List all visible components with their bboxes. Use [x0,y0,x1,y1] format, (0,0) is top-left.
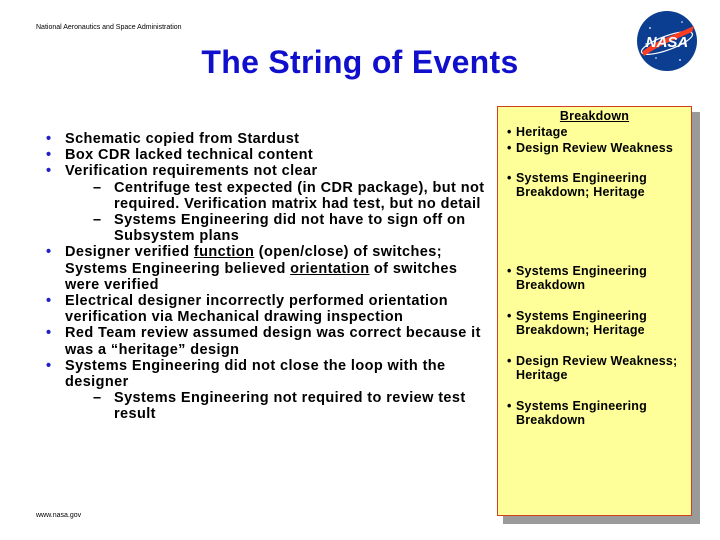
bullet-item: • Designer verified function (open/close) of switches; Systems Engineering believed orientation of switches were verified [46,244,458,293]
breakdown-item: • Systems Engineering Breakdown [507,264,647,292]
dash-icon: – [93,390,102,407]
breakdown-item: • Design Review Weakness [507,141,674,155]
agency-name: National Aeronautics and Space Administration [36,24,182,31]
breakdown-item: • Design Review Weakness; Heritage [507,354,678,382]
bullet-dot-icon: • [507,171,512,185]
sub-bullet-list [65,390,494,422]
bullet-list [44,131,494,423]
svg-text:NASA: NASA [645,34,689,51]
slide-title: The String of Events [201,44,519,80]
breakdown-item: • Systems Engineering Breakdown [507,399,647,427]
bullet-dot-icon: • [46,293,52,310]
sub-bullet-item: – Centrifuge test expected (in CDR package), but not required. Verification matrix had test, but no detail [93,179,485,212]
sub-bullet-item: – Systems Engineering not required to review test result [93,390,466,423]
bullet-item: • Red Team review assumed design was correct because it was a “heritage” design [46,325,481,358]
bullet-item: • Verification requirements not clear – Centrifuge test expected (in CDR package), but not required. Verification matrix had test, but no detail – Systems Engineering did not have to sign off on Subsystem plans [44,163,494,244]
bullet-dot-icon: • [46,147,52,164]
bullet-dot-icon: • [507,399,512,413]
bullet-dot-icon: • [507,264,512,278]
bullet-item: • Electrical designer incorrectly performed orientation verification via Mechanical drawing inspection [46,293,448,326]
sub-bullet-item: – Systems Engineering did not have to sign off on Subsystem plans [93,212,466,245]
bullet-item: • Systems Engineering did not close the loop with the designer – Systems Engineering not required to review test result [44,358,494,423]
dash-icon: – [93,212,102,229]
breakdown-note [497,106,692,516]
breakdown-item: • Systems Engineering Breakdown; Heritage [507,309,647,337]
bullet-dot-icon: • [46,325,52,342]
breakdown-header: Breakdown [559,109,630,123]
bullet-dot-icon: • [46,357,52,374]
bullet-item: • Schematic copied from Stardust [46,131,300,147]
bullet-dot-icon: • [507,141,512,155]
sub-bullet-list [65,180,494,245]
bullet-dot-icon: • [46,131,52,147]
bullet-dot-icon: • [507,125,512,139]
bullet-dot-icon: • [507,354,512,368]
dash-icon: – [93,179,102,196]
breakdown-item: • Systems Engineering Breakdown; Heritage [507,171,647,199]
footer-url: www.nasa.gov [36,512,82,519]
bullet-dot-icon: • [507,309,512,323]
bullet-item: • Box CDR lacked technical content [46,147,314,164]
breakdown-item: • Heritage [507,125,568,139]
bullet-dot-icon: • [46,244,52,261]
bullet-dot-icon: • [46,163,52,180]
